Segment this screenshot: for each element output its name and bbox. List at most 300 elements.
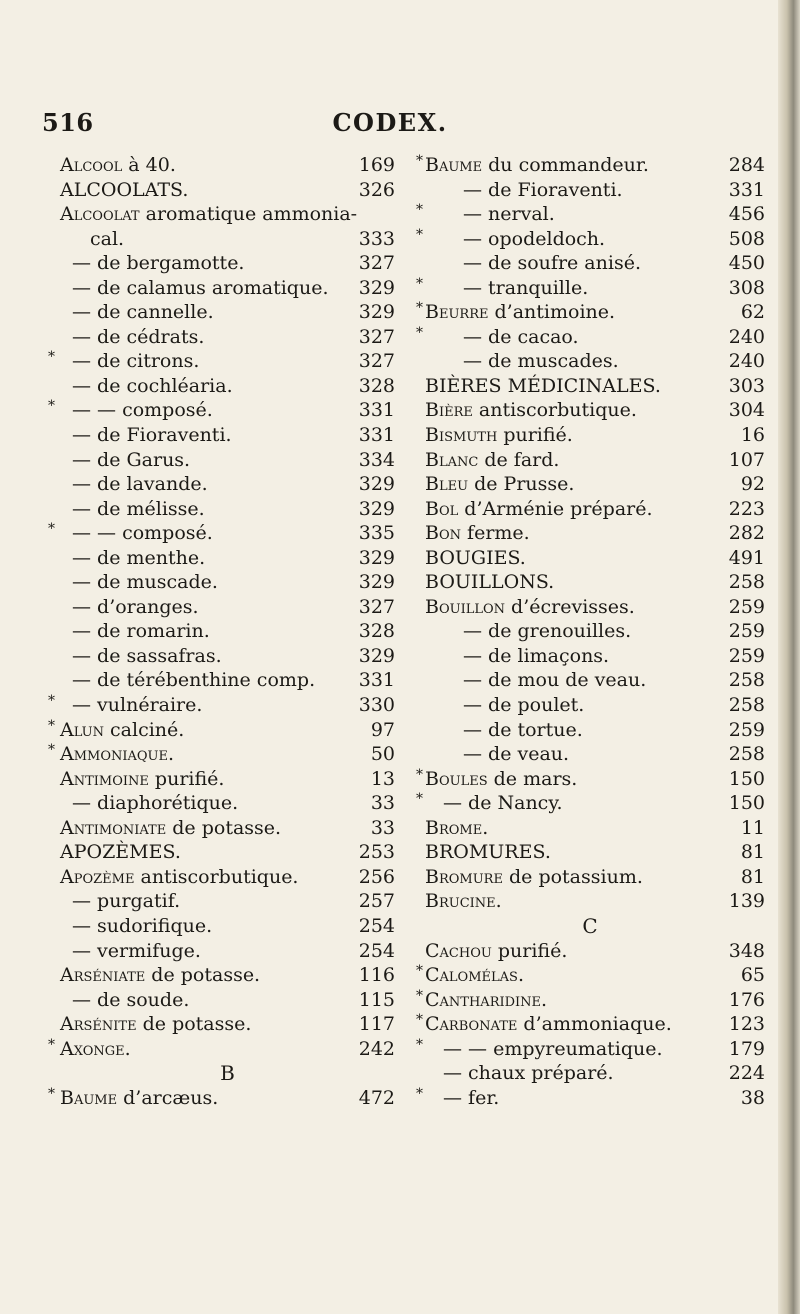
index-column-right (415, 153, 765, 1110)
entry-rest: — de Fioraventi. (463, 178, 623, 201)
entry-page-number: 348 (728, 939, 765, 962)
entry-page-number: 33 (370, 792, 395, 815)
index-entry (60, 374, 395, 399)
index-entry (60, 472, 395, 497)
index-entry (60, 988, 395, 1013)
entry-lead: Bismuth (425, 424, 498, 447)
entry-rest: — fer. (443, 1086, 500, 1109)
entry-text (60, 718, 184, 743)
entry-page-number: 65 (740, 964, 765, 987)
entry-page-number: 254 (358, 939, 395, 962)
entry-page-number: 117 (358, 1013, 395, 1036)
index-entry (60, 251, 395, 276)
entry-lead: Arséniate (60, 964, 146, 987)
index-entry (60, 840, 395, 865)
entry-rest: — nerval. (463, 203, 555, 226)
entry-page-number: 472 (358, 1086, 395, 1109)
entry-text (72, 791, 238, 816)
index-entry (60, 227, 395, 252)
entry-text (463, 276, 588, 301)
asterisk-mark: * (48, 1036, 55, 1053)
entry-rest: — chaux préparé. (443, 1062, 614, 1085)
entry-text (72, 398, 213, 423)
asterisk-mark: * (416, 324, 423, 341)
entry-text (72, 914, 212, 939)
entry-text (425, 521, 530, 546)
index-entry (60, 497, 395, 522)
entry-text (425, 570, 554, 595)
entry-text (425, 374, 661, 399)
entry-page-number: 258 (728, 743, 765, 766)
entry-lead: Alcoolat (60, 203, 140, 226)
entry-rest: antiscorbutique. (134, 865, 299, 888)
entry-text (443, 1037, 663, 1062)
index-entry (60, 619, 395, 644)
entry-lead: Bière (425, 399, 473, 422)
entry-rest: — de térébenthine comp. (72, 669, 316, 692)
index-entry (60, 889, 395, 914)
index-entry (60, 865, 395, 890)
entry-page-number: 334 (358, 448, 395, 471)
index-entry (60, 202, 395, 227)
entry-rest: d’arcæus. (117, 1086, 219, 1109)
asterisk-mark: * (416, 275, 423, 292)
index-entry (48, 693, 395, 718)
entry-rest: — de calamus aromatique. (72, 276, 329, 299)
index-entry (415, 1012, 765, 1037)
index-entry (415, 325, 765, 350)
index-entry (415, 595, 765, 620)
entry-page-number: 329 (358, 497, 395, 520)
asterisk-mark: * (416, 153, 423, 169)
entry-page-number: 224 (728, 1062, 765, 1085)
entry-text (425, 1012, 672, 1037)
index-entry (415, 227, 765, 252)
index-entry (60, 276, 395, 301)
entry-text (72, 374, 233, 399)
index-entry (48, 742, 395, 767)
entry-text (72, 668, 315, 693)
entry-rest: — — composé. (72, 399, 213, 422)
index-entry (48, 398, 395, 423)
entry-text (463, 718, 583, 743)
asterisk-mark: * (48, 717, 55, 734)
entry-text (463, 202, 555, 227)
entry-text (72, 276, 329, 301)
entry-rest: — de mou de veau. (463, 669, 647, 692)
entry-page-number: 256 (358, 865, 395, 888)
index-entry (48, 521, 395, 546)
entry-rest: BOUGIES. (425, 546, 526, 569)
entry-page-number: 258 (728, 571, 765, 594)
index-entry (60, 546, 395, 571)
entry-text (425, 595, 635, 620)
asterisk-mark: * (416, 1012, 423, 1029)
entry-lead: Bon (425, 522, 461, 545)
asterisk-mark: * (48, 349, 55, 366)
entry-text (72, 939, 201, 964)
entry-rest: d’écrevisses. (505, 595, 635, 618)
entry-rest: — de grenouilles. (463, 620, 632, 643)
entry-text (425, 472, 574, 497)
section-letter (415, 914, 765, 939)
entry-text (72, 693, 202, 718)
entry-rest: — de romarin. (72, 620, 210, 643)
section-letter-text: C (582, 913, 598, 938)
entry-page-number: 11 (740, 816, 765, 839)
entry-text (72, 595, 199, 620)
entry-rest: — de muscade. (72, 571, 218, 594)
index-entry (415, 767, 765, 792)
entry-rest: — purgatif. (72, 890, 181, 913)
entry-text (72, 644, 222, 669)
entry-text (425, 497, 653, 522)
index-entry (60, 423, 395, 448)
entry-lead: Bouillon (425, 595, 506, 618)
entry-lead: Apozème (60, 865, 135, 888)
asterisk-mark: * (48, 693, 55, 710)
entry-text (72, 570, 218, 595)
entry-lead: Bromure (425, 865, 503, 888)
entry-rest: — de Nancy. (443, 792, 563, 815)
index-entry (415, 546, 765, 571)
entry-page-number: 328 (358, 620, 395, 643)
index-entry (415, 1037, 765, 1062)
entry-rest: BOUILLONS. (425, 571, 555, 594)
entry-page-number: 508 (728, 227, 765, 250)
entry-text (463, 644, 609, 669)
entry-rest: de potasse. (145, 964, 261, 987)
entry-text (463, 349, 619, 374)
entry-lead: Bleu (425, 473, 469, 496)
entry-page-number: 326 (358, 178, 395, 201)
entry-page-number: 115 (358, 988, 395, 1011)
index-entry (415, 153, 765, 178)
entry-lead: Baume (60, 1086, 118, 1109)
index-entry (60, 178, 395, 203)
entry-page-number: 257 (358, 890, 395, 913)
index-entry (415, 521, 765, 546)
entry-rest: — de soude. (72, 988, 190, 1011)
entry-text (72, 300, 214, 325)
entry-rest: de Prusse. (468, 473, 575, 496)
index-entry (415, 889, 765, 914)
entry-rest: — tranquille. (463, 276, 589, 299)
entry-rest: — — composé. (72, 522, 213, 545)
entry-rest: — de veau. (463, 743, 570, 766)
entry-rest: — de menthe. (72, 546, 206, 569)
entry-text (72, 546, 205, 571)
index-entry (60, 153, 395, 178)
entry-rest: — de lavande. (72, 473, 208, 496)
index-entry (60, 939, 395, 964)
entry-rest: — opodeldoch. (463, 227, 606, 250)
entry-page-number: 38 (740, 1086, 765, 1109)
entry-lead: Brome. (425, 816, 489, 839)
index-entry (415, 668, 765, 693)
entry-lead: Bol (425, 497, 459, 520)
entry-page-number: 331 (358, 669, 395, 692)
entry-page-number: 253 (358, 841, 395, 864)
entry-page-number: 335 (358, 522, 395, 545)
entry-text (72, 472, 208, 497)
entry-page-number: 97 (370, 718, 395, 741)
index-entry (415, 742, 765, 767)
entry-text (463, 668, 646, 693)
index-entry (415, 448, 765, 473)
entry-page-number: 169 (358, 154, 395, 176)
entry-page-number: 331 (358, 424, 395, 447)
index-entry (60, 644, 395, 669)
index-entry (60, 448, 395, 473)
entry-page-number: 327 (358, 350, 395, 373)
entry-rest: — de limaçons. (463, 644, 610, 667)
entry-rest: — de poulet. (463, 694, 585, 717)
entry-text (425, 153, 649, 178)
entry-lead: Alun (60, 718, 104, 741)
entry-page-number: 456 (728, 203, 765, 226)
entry-rest: du commandeur. (482, 154, 649, 176)
entry-page-number: 259 (728, 620, 765, 643)
asterisk-mark: * (416, 1036, 423, 1053)
entry-lead: Cachou (425, 939, 492, 962)
entry-lead: Arsénite (60, 1013, 137, 1036)
entry-rest: BIÈRES MÉDICINALES. (425, 374, 661, 397)
index-entry (415, 718, 765, 743)
entry-lead: Ammoniaque. (60, 743, 175, 766)
index-entry (415, 644, 765, 669)
entry-rest: d’antimoine. (488, 301, 616, 324)
entry-rest: calciné. (103, 718, 185, 741)
entry-rest: de potasse. (166, 816, 282, 839)
entry-text (72, 423, 232, 448)
entry-text (60, 153, 176, 178)
entry-text (72, 988, 189, 1013)
entry-text (72, 349, 199, 374)
entry-text (60, 840, 181, 865)
entry-text (425, 865, 643, 890)
entry-page-number: 491 (728, 546, 765, 569)
index-entry (60, 668, 395, 693)
entry-page-number: 327 (358, 252, 395, 275)
index-entry (415, 693, 765, 718)
entry-lead: Baume (425, 154, 483, 176)
entry-text (60, 865, 298, 890)
entry-text (60, 816, 281, 841)
index-entry (60, 1012, 395, 1037)
entry-rest: — de citrons. (72, 350, 200, 373)
index-entry (60, 963, 395, 988)
entry-lead: Carbonate (425, 1013, 518, 1036)
asterisk-mark: * (416, 766, 423, 783)
entry-page-number: 329 (358, 571, 395, 594)
index-entry (60, 570, 395, 595)
entry-page-number: 254 (358, 914, 395, 937)
entry-rest: de potasse. (136, 1013, 252, 1036)
entry-lead: Blanc (425, 448, 479, 471)
entry-page-number: 284 (728, 154, 765, 176)
entry-page-number: 327 (358, 595, 395, 618)
page-number: 516 (42, 108, 94, 137)
entry-page-number: 259 (728, 595, 765, 618)
entry-rest: — de cédrats. (72, 325, 205, 348)
entry-page-number: 123 (728, 1013, 765, 1036)
entry-text (463, 325, 579, 350)
index-entry (415, 276, 765, 301)
page-header (0, 108, 780, 148)
entry-rest: — de muscades. (463, 350, 619, 373)
index-entry (415, 1086, 765, 1111)
entry-rest: — d’oranges. (72, 595, 199, 618)
page-edge (778, 0, 800, 1314)
entry-rest: — de cochléaria. (72, 374, 233, 397)
entry-text (60, 963, 260, 988)
index-entry (415, 300, 765, 325)
index-entry (415, 963, 765, 988)
entry-lead: Calomélas. (425, 964, 524, 987)
asterisk-mark: * (48, 1085, 55, 1102)
entry-text (425, 939, 567, 964)
entry-page-number: 333 (358, 227, 395, 250)
entry-page-number: 240 (728, 325, 765, 348)
entry-page-number: 259 (728, 718, 765, 741)
entry-lead: Boules (425, 767, 488, 790)
index-entry (48, 1036, 395, 1062)
index-entry (415, 570, 765, 595)
entry-page-number: 329 (358, 546, 395, 569)
index-entry (415, 988, 765, 1013)
entry-text (60, 767, 224, 792)
entry-text (463, 251, 641, 276)
entry-page-number: 179 (728, 1037, 765, 1060)
index-entry (415, 939, 765, 964)
entry-lead: Antimoine (60, 767, 149, 790)
entry-page-number: 259 (728, 644, 765, 667)
entry-text (463, 742, 569, 767)
entry-rest: — de soufre anisé. (463, 252, 641, 275)
entry-text (425, 300, 615, 325)
entry-text (72, 889, 180, 914)
entry-text (425, 889, 502, 914)
entry-text (425, 398, 637, 423)
entry-page-number: 223 (728, 497, 765, 520)
index-entry (415, 178, 765, 203)
entry-page-number: 150 (728, 792, 765, 815)
entry-rest: de potassium. (502, 865, 643, 888)
entry-page-number: 329 (358, 644, 395, 667)
entry-lead: Antimoniate (60, 816, 167, 839)
entry-rest: — de mélisse. (72, 497, 205, 520)
asterisk-mark: * (416, 202, 423, 219)
entry-page-number: 304 (728, 399, 765, 422)
entry-page-number: 81 (740, 865, 765, 888)
entry-text (425, 840, 551, 865)
entry-page-number: 282 (728, 522, 765, 545)
entry-page-number: 329 (358, 276, 395, 299)
entry-page-number: 331 (728, 178, 765, 201)
entry-page-number: 303 (728, 374, 765, 397)
entry-text (60, 1086, 218, 1111)
entry-rest: ferme. (461, 522, 530, 545)
entry-rest: — de Fioraventi. (72, 424, 232, 447)
entry-rest: d’ammoniaque. (517, 1013, 672, 1036)
entry-text (72, 325, 204, 350)
index-entry (415, 1061, 765, 1086)
entry-lead: Brucine. (425, 890, 502, 913)
entry-rest: — de bergamotte. (72, 252, 245, 275)
entry-page-number: 329 (358, 473, 395, 496)
entry-page-number: 92 (740, 473, 765, 496)
section-letter-text: B (220, 1061, 235, 1086)
entry-rest: — diaphorétique. (72, 792, 239, 815)
entry-page-number: 16 (740, 424, 765, 447)
entry-rest: — de sassafras. (72, 644, 222, 667)
entry-rest: purifié. (148, 767, 225, 790)
entry-text (425, 963, 524, 988)
entry-text (72, 619, 210, 644)
index-entry (415, 202, 765, 227)
index-entry (60, 595, 395, 620)
entry-text (60, 742, 174, 767)
entry-page-number: 258 (728, 694, 765, 717)
index-entry (48, 349, 395, 374)
entry-rest: BROMURES. (425, 841, 551, 864)
asterisk-mark: * (48, 521, 55, 538)
entry-text (463, 227, 605, 252)
entry-rest: de mars. (487, 767, 578, 790)
index-entry (60, 816, 395, 841)
index-entry (60, 325, 395, 350)
entry-page-number: 150 (728, 767, 765, 790)
entry-text (425, 546, 526, 571)
entry-text (72, 521, 213, 546)
index-entry (60, 767, 395, 792)
entry-page-number: 329 (358, 301, 395, 324)
index-entry (415, 497, 765, 522)
entry-page-number: 327 (358, 325, 395, 348)
entry-lead: Alcool (60, 154, 123, 176)
entry-rest: — — empyreumatique. (443, 1037, 663, 1060)
entry-rest: cal. (90, 227, 125, 250)
entry-text (425, 816, 488, 841)
index-entry (415, 374, 765, 399)
entry-rest: antiscorbutique. (472, 399, 637, 422)
entry-rest: — sudorifique. (72, 914, 213, 937)
asterisk-mark: * (48, 742, 55, 759)
entry-text (425, 988, 547, 1013)
entry-text (90, 227, 124, 252)
entry-page-number: 240 (728, 350, 765, 373)
entry-text (443, 1086, 499, 1111)
entry-rest: ALCOOLATS. (60, 178, 189, 201)
entry-rest: à 40. (122, 154, 176, 176)
entry-rest: — de cacao. (463, 325, 579, 348)
entry-rest: aromatique ammonia- (139, 203, 358, 226)
index-entry (48, 1085, 395, 1111)
entry-text (425, 767, 577, 792)
entry-page-number: 330 (358, 694, 395, 717)
entry-lead: Cantharidine. (425, 988, 548, 1011)
entry-rest: — de tortue. (463, 718, 583, 741)
asterisk-mark: * (416, 987, 423, 1004)
entry-page-number: 33 (370, 816, 395, 839)
index-entry (415, 472, 765, 497)
entry-page-number: 116 (358, 964, 395, 987)
index-entry (415, 398, 765, 423)
entry-page-number: 308 (728, 276, 765, 299)
index-entry (60, 300, 395, 325)
entry-page-number: 62 (740, 301, 765, 324)
